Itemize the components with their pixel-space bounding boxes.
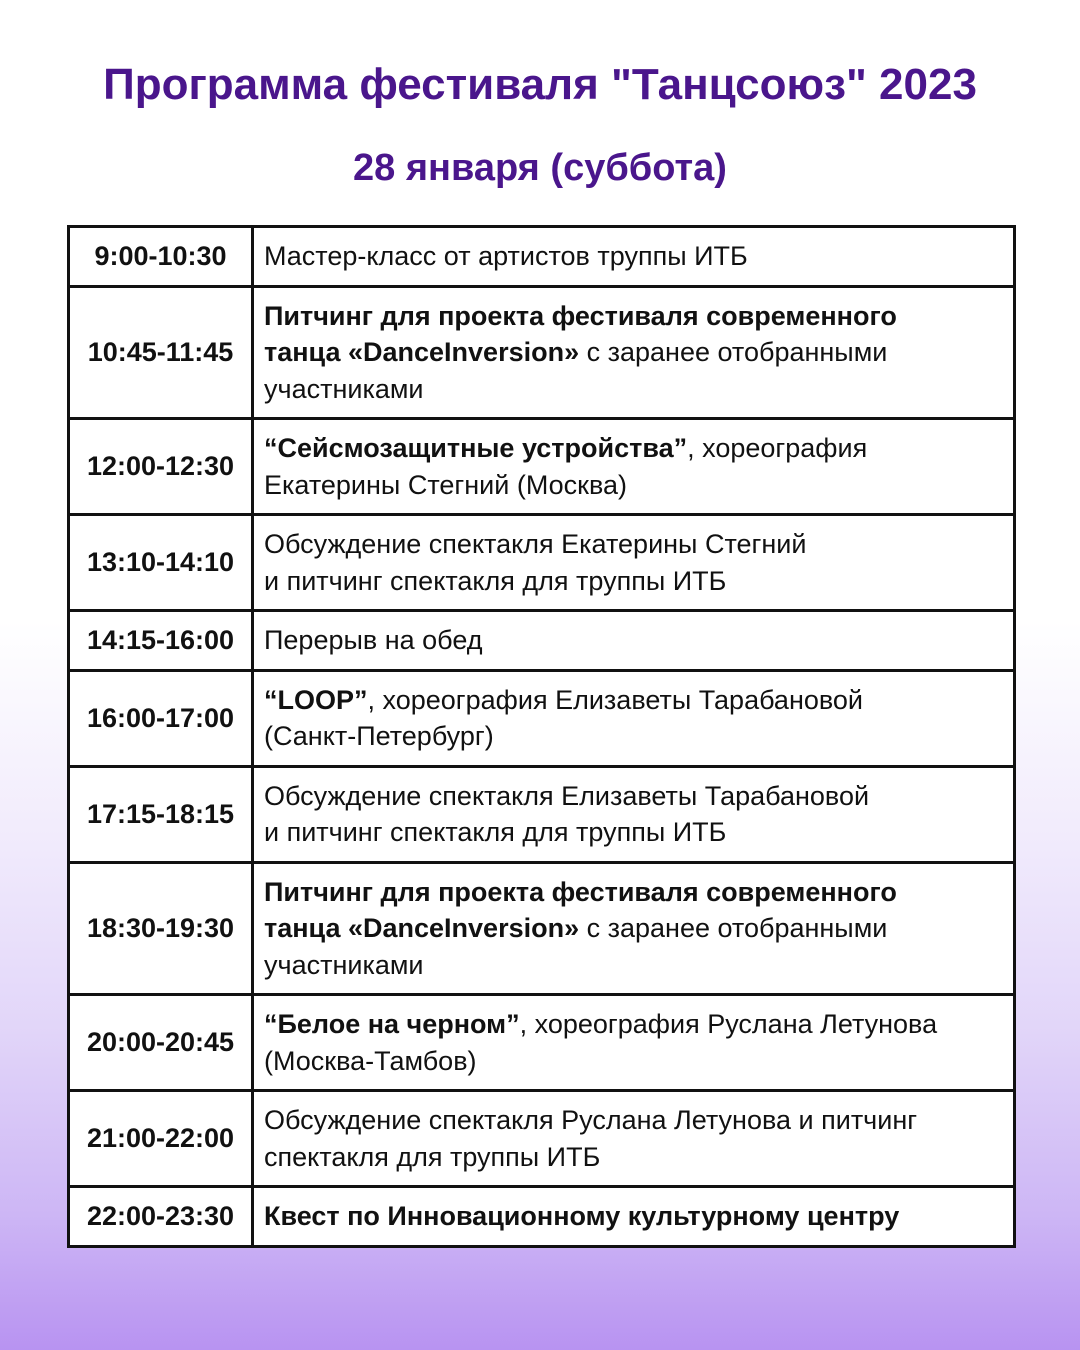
description-line <box>264 947 1003 984</box>
time-label: 12:00-12:30 <box>86 451 235 482</box>
description-line <box>264 778 1003 815</box>
event-title: “LOOP” <box>264 684 368 715</box>
description-cell <box>253 286 1015 419</box>
event-details: Екатерины Стегний (Москва) <box>264 469 627 500</box>
event-title: “Белое на черном” <box>264 1009 520 1039</box>
schedule-row <box>69 670 1015 766</box>
description-line <box>264 1043 1003 1080</box>
schedule-row <box>69 1091 1015 1187</box>
description-line <box>264 622 1003 659</box>
event-title: Питчинг для проекта фестиваля современного <box>264 300 897 331</box>
event-details: Обсуждение спектакля Екатерины Стегний <box>264 529 807 559</box>
page-subtitle-date: 28 января (суббота) <box>353 147 727 189</box>
description-cell <box>253 419 1015 515</box>
description-line <box>264 430 1003 467</box>
description-line <box>264 1198 1003 1235</box>
description-line <box>264 814 1003 851</box>
event-title: Питчинг для проекта фестиваля современного <box>264 876 897 907</box>
time-cell <box>69 862 253 995</box>
schedule-row <box>69 1187 1015 1247</box>
schedule-row <box>69 862 1015 995</box>
description-cell <box>253 766 1015 862</box>
event-details: Обсуждение спектакля Руслана Летунова и питчинг <box>264 1105 918 1135</box>
schedule-row <box>69 286 1015 419</box>
description-line <box>264 334 1003 371</box>
time-cell <box>69 419 253 515</box>
time-label: 10:45-11:45 <box>87 337 234 367</box>
event-details: (Москва-Тамбов) <box>264 1045 477 1076</box>
description-line <box>264 238 1003 275</box>
time-cell <box>69 1091 253 1187</box>
schedule-row <box>69 611 1015 671</box>
event-title: Квест по Инновационному культурному центру <box>264 1201 900 1231</box>
description-line <box>264 526 1003 563</box>
schedule-row <box>69 227 1015 287</box>
description-line <box>264 371 1003 408</box>
description-cell <box>253 1187 1015 1247</box>
description-line <box>264 467 1003 504</box>
schedule-row <box>69 515 1015 611</box>
time-cell <box>69 515 253 611</box>
description-line <box>264 563 1003 600</box>
event-title: танца «DanceInversion» <box>264 913 580 943</box>
event-title: “Сейсмозащитные устройства” <box>264 433 688 463</box>
schedule-table-body <box>69 227 1015 1247</box>
description-cell <box>253 227 1015 287</box>
description-line <box>264 874 1003 911</box>
event-details: с заранее отобранными <box>579 913 888 943</box>
event-details: спектакля для труппы ИТБ <box>264 1141 601 1172</box>
description-line <box>264 298 1003 335</box>
time-label: 16:00-17:00 <box>86 702 235 733</box>
event-details: , хореография Елизаветы Тарабановой <box>367 684 864 715</box>
time-label: 9:00-10:30 <box>94 241 227 271</box>
event-details: и питчинг спектакля для труппы ИТБ <box>264 817 727 847</box>
description-cell <box>253 670 1015 766</box>
description-line <box>264 1006 1003 1043</box>
event-details: участниками <box>264 373 424 404</box>
description-cell <box>253 515 1015 611</box>
time-label: 14:15-16:00 <box>86 625 235 655</box>
time-label: 18:30-19:30 <box>86 913 235 943</box>
page-title: Программа фестиваля "Танцсоюз" 2023 <box>103 60 977 109</box>
time-cell <box>69 1187 253 1247</box>
time-cell <box>69 670 253 766</box>
schedule-row <box>69 766 1015 862</box>
time-cell <box>69 995 253 1091</box>
time-label: 13:10-14:10 <box>86 547 235 578</box>
event-details: Мастер-класс от артистов труппы ИТБ <box>264 241 748 271</box>
event-details: и питчинг спектакля для труппы ИТБ <box>264 565 727 596</box>
time-label: 20:00-20:45 <box>86 1027 235 1058</box>
event-details: (Санкт-Петербург) <box>264 721 494 751</box>
time-label: 17:15-18:15 <box>86 798 235 829</box>
description-cell <box>253 1091 1015 1187</box>
schedule-row <box>69 995 1015 1091</box>
description-line <box>264 910 1003 947</box>
description-line <box>264 718 1003 755</box>
event-details: Перерыв на обед <box>264 625 483 655</box>
event-title: танца «DanceInversion» <box>264 337 580 367</box>
description-cell <box>253 995 1015 1091</box>
event-details: Обсуждение спектакля Елизаветы Тарабановой <box>264 780 870 811</box>
description-line <box>264 1102 1003 1139</box>
time-cell <box>69 766 253 862</box>
schedule-row <box>69 419 1015 515</box>
time-label: 22:00-23:30 <box>86 1201 235 1231</box>
description-cell <box>253 611 1015 671</box>
event-details: , хореография Руслана Летунова <box>519 1009 938 1039</box>
event-details: участниками <box>264 949 424 980</box>
time-cell <box>69 227 253 287</box>
event-details: с заранее отобранными <box>579 337 888 367</box>
description-line <box>264 1139 1003 1176</box>
time-cell <box>69 611 253 671</box>
time-cell <box>69 286 253 419</box>
schedule-table <box>67 225 1016 1248</box>
description-cell <box>253 862 1015 995</box>
event-details: , хореография <box>687 433 868 463</box>
description-line <box>264 682 1003 719</box>
time-label: 21:00-22:00 <box>86 1123 235 1154</box>
